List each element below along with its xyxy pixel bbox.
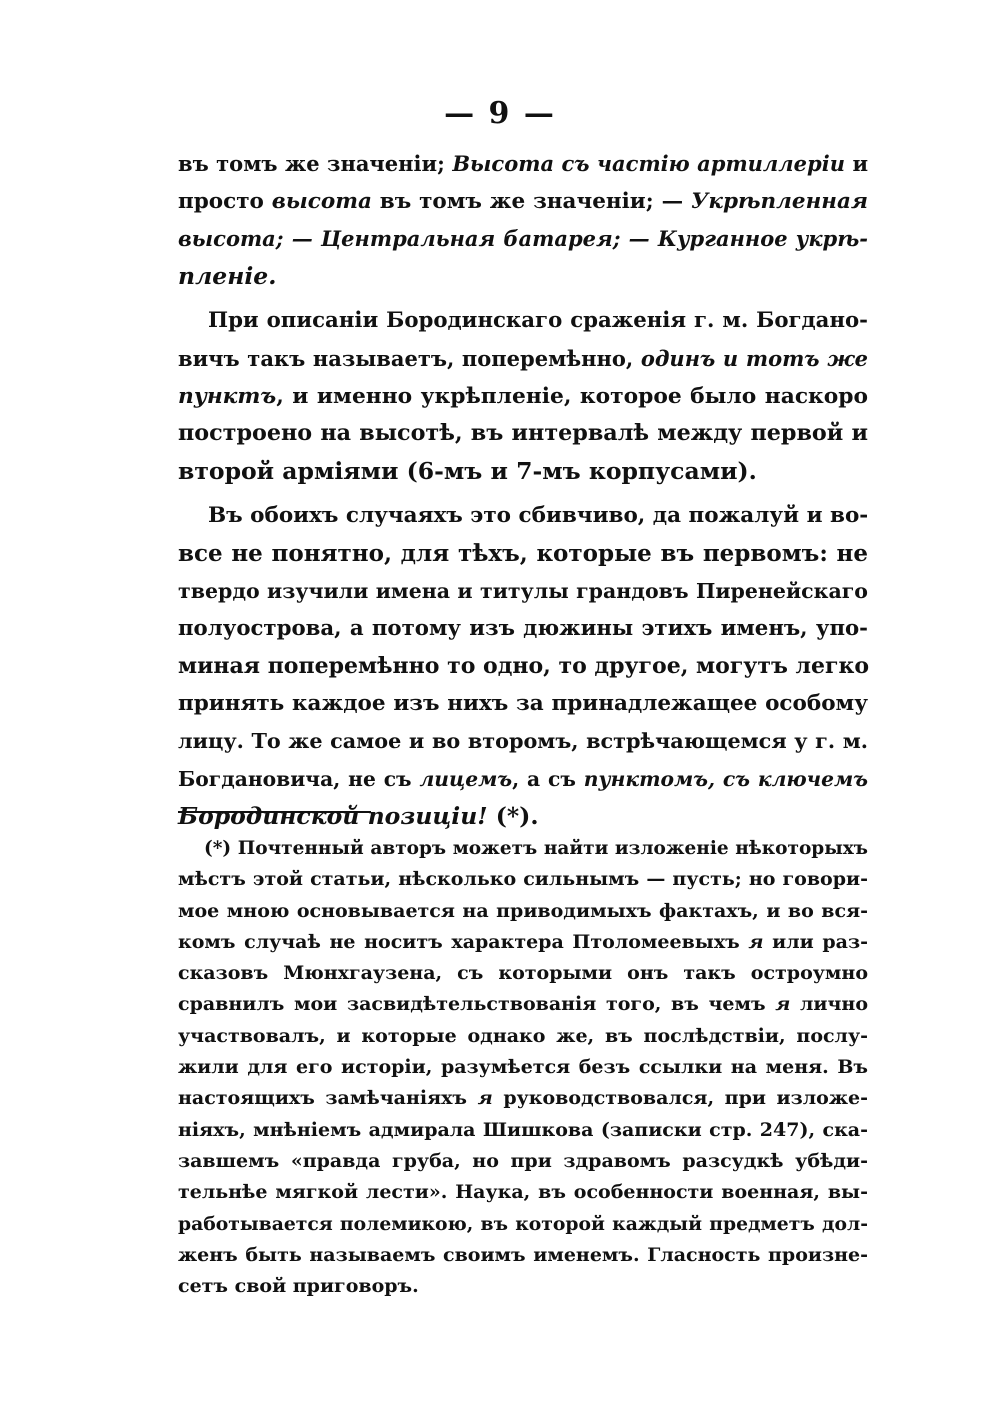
footnote-line: комъ случаѣ не носитъ характера Птоломеевыхъ я или раз-	[178, 930, 869, 953]
footnote-line: сказовъ Мюнхгаузена, съ которыми онъ такъ остроумно	[178, 962, 868, 985]
paragraph-3	[178, 497, 868, 835]
footnote-line: сетъ свой приговоръ.	[178, 1275, 419, 1298]
text-line: Богдановича, не съ лицемъ, а съ пунктомъ, съ ключемъ	[178, 766, 868, 791]
footnote-line: женъ быть называемъ своимъ именемъ. Гласность произне-	[178, 1243, 868, 1266]
text-line: Бородинской позиціи! (*).	[178, 802, 539, 831]
text-line: пунктъ, и именно укрѣпленіе, которое было наскоро	[178, 383, 868, 409]
footnote-line: завшемъ «правда груба, но при здравомъ разсудкѣ убѣди-	[178, 1149, 868, 1172]
page-number: — 9 —	[444, 96, 556, 131]
footnote-line: участвовалъ, и которые однако же, въ послѣдствіи, послу-	[178, 1024, 868, 1047]
footnote-separator	[178, 811, 371, 813]
footnote-line: мое мною основывается на приводимыхъ фактахъ, и во вся-	[178, 899, 868, 922]
footnote-line: жили для его исторіи, разумѣется безъ ссылки на меня. Въ	[178, 1056, 868, 1079]
footnote-line: тельнѣе мягкой лести». Наука, въ особенности военная, вы-	[178, 1181, 868, 1204]
footnote	[178, 833, 868, 1302]
text-line: миная поперемѣнно то одно, то другое, могутъ легко	[178, 652, 870, 679]
text-line: вичъ такъ называетъ, поперемѣнно, одинъ и тотъ же	[178, 345, 868, 371]
text-line: При описаніи Бородинскаго сраженія г. м. Богдано-	[208, 308, 868, 334]
footnote-line: (*) Почтенный авторъ можетъ найти изложеніе нѣкоторыхъ	[204, 838, 868, 859]
text-line: второй арміями (6-мъ и 7-мъ корпусами).	[178, 456, 757, 485]
text-line: пленіе.	[178, 261, 277, 290]
main-text	[178, 145, 868, 836]
text-line: твердо изучили имена и титулы грандовъ Пиренейскаго	[178, 578, 868, 603]
footnote-line: работывается полемикою, въ которой каждый предметъ дол-	[178, 1212, 868, 1235]
text-line: все не понятно, для тѣхъ, которые въ первомъ: не	[178, 539, 868, 567]
footnote-line: ніяхъ, мнѣніемъ адмирала Шишкова (записки стр. 247), ска-	[178, 1118, 868, 1141]
text-line: лицу. То же самое и во второмъ, встрѣчающемся у г. м.	[178, 728, 868, 753]
text-line: высота; — Центральная батарея; — Курганное укрѣ-	[178, 226, 868, 252]
paragraph-1	[178, 145, 868, 295]
text-line: принять каждое изъ нихъ за принадлежащее особому	[178, 691, 868, 717]
text-line: полуострова, а потому изъ дюжины этихъ именъ, упо-	[178, 616, 868, 642]
text-line: построено на высотѣ, въ интервалѣ между первой и	[178, 420, 868, 447]
text-line: просто высота въ томъ же значеніи; — Укрѣпленная	[178, 188, 868, 214]
text-line: въ томъ же значеніи; Высота съ частію артиллеріи и	[178, 151, 869, 176]
text-line: Въ обоихъ случаяхъ это сбивчиво, да пожалуй и во-	[208, 503, 869, 529]
footnote-line: мѣстъ этой статьи, нѣсколько сильнымъ — пусть; но говори-	[178, 868, 868, 891]
footnote-line: сравнилъ мои засвидѣтельствованія того, въ чемъ я лично	[178, 993, 869, 1016]
paragraph-2	[178, 302, 868, 490]
footnote-line: настоящихъ замѣчаніяхъ я руководствовался, при изложе-	[178, 1087, 868, 1110]
